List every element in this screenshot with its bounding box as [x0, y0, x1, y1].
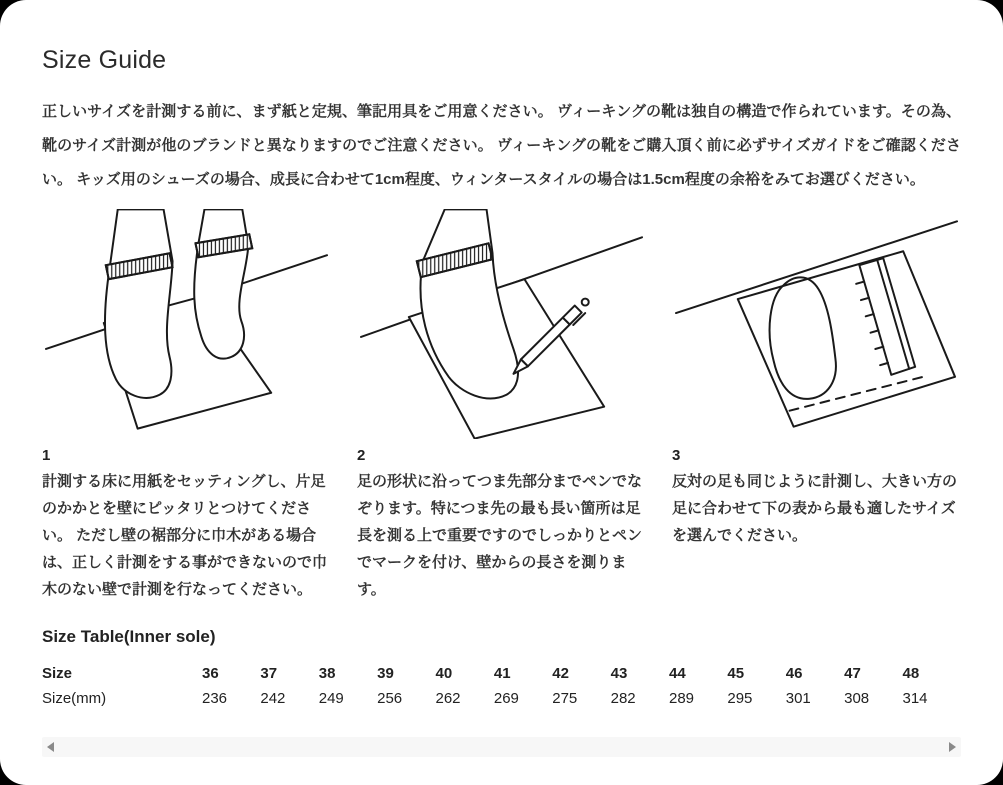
step-1 [42, 209, 331, 603]
size-table-cell: 275 [552, 690, 578, 707]
size-table-cell: 46 [785, 665, 803, 682]
step-2-number: 2 [357, 447, 366, 464]
step-2 [357, 209, 646, 603]
size-table-cell: 236 [202, 690, 228, 707]
intro-paragraph: 正しいサイズを計測する前に、まず紙と定規、筆記用具をご用意ください。 ヴィーキングの靴は独自の構造で作られています。その為、靴のサイズ計測が他のブランドと異なりますのでご注意ください。 ヴィーキングの靴をご購入頂く前に必ずサイズガイドをご確認ください。 キッズ用のシューズの場合、成長に合わせて1cm程度、ウィンタースタイルの場合は1.5cm程度の余裕をみてお選びください。 [42, 103, 961, 188]
step-2-text: 足の形状に沿ってつま先部分までペンでなぞります。特につま先の最も長い箇所は足長を測る上で重要ですのでしっかりとペンでマークを付け、壁からの長さを測ります。 [357, 473, 643, 598]
step-3 [672, 209, 961, 603]
size-table-row-label: Size(mm) [42, 690, 107, 707]
size-table-cell: 249 [318, 690, 344, 707]
step-3-number: 3 [672, 447, 681, 464]
size-table-cell: 38 [318, 665, 336, 682]
size-table-row [42, 661, 961, 686]
foot-traced-with-pen-illustration [357, 209, 646, 439]
size-table-cell: 39 [377, 665, 394, 682]
horizontal-scrollbar[interactable] [42, 737, 961, 757]
size-table-cell: 37 [260, 665, 278, 682]
step-3-text: 反対の足も同じように計測し、大きい方の足に合わせて下の表から最も適したサイズを選んでください。 [672, 473, 958, 544]
size-table-cell: 47 [844, 665, 861, 682]
size-table-cell: 45 [727, 665, 745, 682]
size-table-cell: 269 [493, 690, 519, 707]
size-table-cell: 301 [785, 690, 811, 707]
size-table-cell: 44 [669, 665, 686, 682]
size-table-cell: 42 [552, 665, 569, 682]
size-table-cell: 43 [610, 665, 628, 682]
size-table-cell: 262 [435, 690, 461, 707]
step-1-text: 計測する床に用紙をセッティングし、片足のかかとを壁にピッタリとつけてください。 ただし壁の裾部分に巾木がある場合は、正しく計測をする事ができないので巾木のない壁で計測を行なってください。 [42, 473, 328, 598]
size-table-cell: 256 [377, 690, 403, 707]
size-table-cell: 289 [669, 690, 695, 707]
page-title: Size Guide [42, 46, 167, 74]
size-table-cell: 48 [902, 665, 920, 682]
outline-with-ruler-illustration [672, 209, 961, 439]
size-table-cell: 314 [902, 690, 928, 707]
size-table-cell: 282 [610, 690, 636, 707]
size-table-cell: 308 [844, 690, 870, 707]
size-table-cell: 40 [435, 665, 453, 682]
size-table-cell: 36 [202, 665, 219, 682]
measurement-steps [42, 209, 961, 603]
two-feet-on-paper-illustration [42, 209, 331, 439]
size-table-cell: 41 [493, 665, 511, 682]
size-table-heading: Size Table(Inner sole) [42, 627, 216, 646]
size-table [42, 661, 961, 711]
scroll-left-arrow-icon[interactable] [47, 742, 54, 752]
size-table-row [42, 686, 961, 711]
scroll-right-arrow-icon[interactable] [949, 742, 956, 752]
step-1-number: 1 [42, 447, 51, 464]
size-table-cell: 295 [727, 690, 753, 707]
size-table-row-label: Size [42, 665, 73, 682]
size-table-cell: 242 [260, 690, 286, 707]
